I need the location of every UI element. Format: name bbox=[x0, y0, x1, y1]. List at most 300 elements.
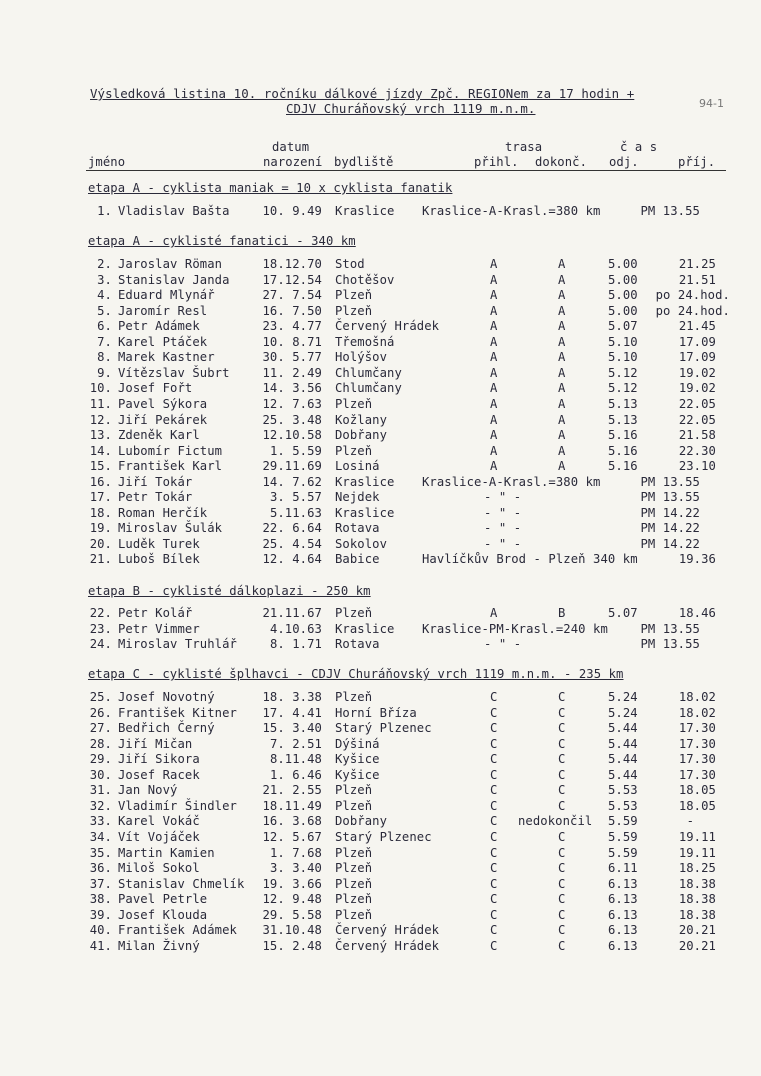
row-birth-date: 11. 2.49 bbox=[262, 365, 322, 380]
row-number: 24. bbox=[89, 637, 112, 652]
header-dokonc: dokonč. bbox=[535, 155, 588, 169]
row-number: 7. bbox=[97, 334, 112, 349]
row-number: 16. bbox=[89, 474, 112, 489]
row-town: Plzeň bbox=[335, 892, 373, 907]
row-town: Kraslice bbox=[335, 204, 395, 218]
row-birth-date: 21. 2.55 bbox=[262, 783, 322, 798]
row-arrival: PM 14.22 bbox=[640, 521, 700, 536]
row-name: Petr Kolář bbox=[118, 606, 193, 620]
row-birth-date: 14. 7.62 bbox=[262, 474, 322, 489]
row-arrival: 21.51 bbox=[678, 272, 716, 287]
row-number: 19. bbox=[89, 521, 112, 536]
row-town: Kyšice bbox=[335, 752, 380, 767]
section-title: etapa C - cyklisté šplhavci - CDJV Churáňovský vrch 1119 m.n.m. - 235 km bbox=[88, 667, 624, 681]
section-title: etapa A - cyklista maniak = 10 x cyklista fanatik bbox=[88, 181, 453, 195]
row-departure: 5.00 bbox=[608, 288, 638, 303]
row-number: 11. bbox=[89, 396, 112, 411]
row-finish-stage: B bbox=[558, 606, 566, 620]
row-finish-stage: A bbox=[558, 428, 566, 443]
row-departure: 6.13 bbox=[608, 876, 638, 891]
row-arrival: PM 13.55 bbox=[640, 204, 700, 218]
row-arrival: po 24.hod. bbox=[655, 303, 730, 318]
row-town: Starý Plzenec bbox=[335, 721, 432, 736]
row-town: Plzeň bbox=[335, 798, 373, 813]
row-departure: 5.00 bbox=[608, 272, 638, 287]
row-number: 26. bbox=[89, 705, 112, 720]
row-number: 38. bbox=[89, 892, 112, 907]
row-arrival: 21.58 bbox=[678, 428, 716, 443]
row-birth-date: 31.10.48 bbox=[262, 923, 322, 938]
row-town: Dobřany bbox=[335, 814, 388, 829]
row-town: Třemošná bbox=[335, 334, 395, 349]
row-number: 36. bbox=[89, 861, 112, 876]
row-name: Bedřich Černý bbox=[118, 721, 215, 736]
row-name: František Karl bbox=[118, 459, 223, 474]
row-arrival: 21.25 bbox=[678, 257, 716, 271]
row-name: Vladislav Bašta bbox=[118, 204, 230, 218]
row-arrival: 22.05 bbox=[678, 396, 716, 411]
row-finish-stage: C bbox=[558, 938, 566, 953]
header-datum: datum bbox=[272, 140, 310, 154]
row-name: Jaromír Resl bbox=[118, 303, 208, 318]
row-birth-date: 12.10.58 bbox=[262, 428, 322, 443]
row-start-stage: A bbox=[490, 350, 498, 365]
row-birth-date: 12. 5.67 bbox=[262, 829, 322, 844]
row-start-stage: A bbox=[490, 257, 498, 271]
row-arrival: 18.05 bbox=[678, 798, 716, 813]
row-departure: 5.44 bbox=[608, 767, 638, 782]
row-number: 8. bbox=[97, 350, 112, 365]
row-birth-date: 19. 3.66 bbox=[262, 876, 322, 891]
row-birth-date: 16. 3.68 bbox=[262, 814, 322, 829]
row-departure: 5.00 bbox=[608, 303, 638, 318]
row-start-stage: A bbox=[490, 288, 498, 303]
row-number: 31. bbox=[89, 783, 112, 798]
row-birth-date: 22. 6.64 bbox=[262, 521, 322, 536]
row-number: 29. bbox=[89, 752, 112, 767]
row-birth-date: 10. 9.49 bbox=[262, 204, 322, 218]
row-start-stage: A bbox=[490, 272, 498, 287]
row-arrival: 20.21 bbox=[678, 923, 716, 938]
row-name: Miroslav Šulák bbox=[118, 521, 223, 536]
row-number: 1. bbox=[97, 204, 112, 218]
row-birth-date: 29. 5.58 bbox=[262, 907, 322, 922]
row-name: Luděk Turek bbox=[118, 536, 200, 551]
row-birth-date: 8. 1.71 bbox=[269, 637, 322, 652]
row-departure: 5.13 bbox=[608, 412, 638, 427]
row-departure: 6.13 bbox=[608, 938, 638, 953]
row-town: Plzeň bbox=[335, 396, 373, 411]
row-arrival: 19.36 bbox=[678, 552, 716, 567]
row-arrival: 18.05 bbox=[678, 783, 716, 798]
row-town: Sokolov bbox=[335, 536, 388, 551]
row-arrival: po 24.hod. bbox=[655, 288, 730, 303]
row-town: Nejdek bbox=[335, 490, 380, 505]
row-route: - " - bbox=[484, 536, 522, 551]
row-arrival: 17.30 bbox=[678, 721, 716, 736]
row-birth-date: 3. 3.40 bbox=[269, 861, 322, 876]
header-cas: č a s bbox=[620, 140, 658, 154]
header-narozeni: narození bbox=[263, 155, 323, 169]
row-finish-stage: A bbox=[558, 350, 566, 365]
row-finish-stage: C bbox=[558, 829, 566, 844]
row-town: Plzeň bbox=[335, 443, 373, 458]
row-birth-date: 12. 9.48 bbox=[262, 892, 322, 907]
row-birth-date: 29.11.69 bbox=[262, 459, 322, 474]
row-number: 28. bbox=[89, 736, 112, 751]
row-name: Martin Kamien bbox=[118, 845, 215, 860]
row-finish-stage: A bbox=[558, 443, 566, 458]
row-town: Kyšice bbox=[335, 767, 380, 782]
row-number: 33. bbox=[89, 814, 112, 829]
row-departure: 5.00 bbox=[608, 257, 638, 271]
row-name: Jiří Sikora bbox=[118, 752, 200, 767]
row-birth-date: 18. 3.38 bbox=[262, 690, 322, 704]
row-start-stage: C bbox=[490, 876, 498, 891]
header-rule bbox=[86, 170, 726, 171]
row-finish-stage: C bbox=[558, 721, 566, 736]
row-name: Vladimír Šindler bbox=[118, 798, 237, 813]
row-town: Plzeň bbox=[335, 845, 373, 860]
row-number: 18. bbox=[89, 505, 112, 520]
row-town: Losiná bbox=[335, 459, 380, 474]
row-start-stage: A bbox=[490, 443, 498, 458]
row-route: - " - bbox=[484, 490, 522, 505]
row-birth-date: 17.12.54 bbox=[262, 272, 322, 287]
row-number: 10. bbox=[89, 381, 112, 396]
row-start-stage: A bbox=[490, 381, 498, 396]
row-start-stage: A bbox=[490, 412, 498, 427]
row-town: Kraslice bbox=[335, 474, 395, 489]
row-name: Josef Racek bbox=[118, 767, 200, 782]
row-name: Pavel Sýkora bbox=[118, 396, 208, 411]
row-birth-date: 17. 4.41 bbox=[262, 705, 322, 720]
row-name: Jan Nový bbox=[118, 783, 178, 798]
row-birth-date: 21.11.67 bbox=[262, 606, 322, 620]
row-finish-stage: A bbox=[558, 365, 566, 380]
row-route: Kraslice-A-Krasl.=380 km bbox=[422, 474, 601, 489]
row-finish-stage: A bbox=[558, 319, 566, 334]
row-arrival: 17.09 bbox=[678, 334, 716, 349]
row-birth-date: 8.11.48 bbox=[269, 752, 322, 767]
row-arrival: 17.30 bbox=[678, 736, 716, 751]
row-arrival: 19.11 bbox=[678, 829, 716, 844]
row-route: Kraslice-A-Krasl.=380 km bbox=[422, 204, 601, 218]
row-departure: 5.59 bbox=[608, 814, 638, 829]
row-town: Holýšov bbox=[335, 350, 388, 365]
row-town: Rotava bbox=[335, 637, 380, 652]
row-name: František Adámek bbox=[118, 923, 237, 938]
row-departure: 5.24 bbox=[608, 690, 638, 704]
row-number: 25. bbox=[89, 690, 112, 704]
row-departure: 5.12 bbox=[608, 365, 638, 380]
row-arrival: 18.02 bbox=[678, 705, 716, 720]
row-number: 20. bbox=[89, 536, 112, 551]
row-town: Rotava bbox=[335, 521, 380, 536]
row-number: 37. bbox=[89, 876, 112, 891]
row-arrival: 18.38 bbox=[678, 892, 716, 907]
row-start-stage: C bbox=[490, 736, 498, 751]
row-start-stage: A bbox=[490, 303, 498, 318]
row-town: Plzeň bbox=[335, 861, 373, 876]
row-start-stage: A bbox=[490, 365, 498, 380]
row-town: Horní Bříza bbox=[335, 705, 417, 720]
row-start-stage: C bbox=[490, 814, 498, 829]
row-arrival: 18.46 bbox=[678, 606, 716, 620]
row-finish-stage: C bbox=[558, 705, 566, 720]
row-number: 34. bbox=[89, 829, 112, 844]
title-line-2: CDJV Churáňovský vrch 1119 m.n.m. bbox=[286, 101, 536, 116]
row-start-stage: C bbox=[490, 892, 498, 907]
row-start-stage: C bbox=[490, 829, 498, 844]
row-arrival: PM 13.55 bbox=[640, 490, 700, 505]
row-town: Kraslice bbox=[335, 621, 395, 636]
row-name: Josef Novotný bbox=[118, 690, 215, 704]
row-name: Jiří Mičan bbox=[118, 736, 193, 751]
row-name: František Kitner bbox=[118, 705, 237, 720]
row-finish-stage: A bbox=[558, 288, 566, 303]
row-finish-stage: C bbox=[558, 783, 566, 798]
row-departure: 5.59 bbox=[608, 845, 638, 860]
row-departure: 5.16 bbox=[608, 428, 638, 443]
row-town: Plzeň bbox=[335, 606, 373, 620]
row-departure: 5.10 bbox=[608, 334, 638, 349]
row-start-stage: C bbox=[490, 783, 498, 798]
row-town: Červený Hrádek bbox=[335, 938, 440, 953]
row-route: - " - bbox=[484, 505, 522, 520]
row-number: 6. bbox=[97, 319, 112, 334]
row-town: Plzeň bbox=[335, 907, 373, 922]
row-town: Plzeň bbox=[335, 783, 373, 798]
row-name: Josef Fořt bbox=[118, 381, 193, 396]
row-birth-date: 4.10.63 bbox=[269, 621, 322, 636]
row-start-stage: A bbox=[490, 334, 498, 349]
row-name: Petr Vimmer bbox=[118, 621, 200, 636]
row-arrival: 18.02 bbox=[678, 690, 716, 704]
row-birth-date: 27. 7.54 bbox=[262, 288, 322, 303]
row-finish-stage: C bbox=[558, 923, 566, 938]
row-arrival: PM 13.55 bbox=[640, 621, 700, 636]
header-prihl: přihl. bbox=[474, 155, 519, 169]
row-departure: 6.13 bbox=[608, 907, 638, 922]
header-prij: příj. bbox=[678, 155, 716, 169]
row-finish-stage: A bbox=[558, 272, 566, 287]
row-route: - " - bbox=[484, 521, 522, 536]
row-number: 27. bbox=[89, 721, 112, 736]
row-arrival: 23.10 bbox=[678, 459, 716, 474]
row-departure: 5.44 bbox=[608, 752, 638, 767]
row-birth-date: 18.12.70 bbox=[262, 257, 322, 271]
row-finish-stage: C bbox=[558, 752, 566, 767]
row-birth-date: 14. 3.56 bbox=[262, 381, 322, 396]
row-name: Vítězslav Šubrt bbox=[118, 365, 230, 380]
row-finish-stage: A bbox=[558, 459, 566, 474]
row-town: Chlumčany bbox=[335, 381, 402, 396]
row-number: 39. bbox=[89, 907, 112, 922]
row-town: Plzeň bbox=[335, 876, 373, 891]
row-number: 15. bbox=[89, 459, 112, 474]
row-name: Zdeněk Karl bbox=[118, 428, 200, 443]
row-town: Červený Hrádek bbox=[335, 923, 440, 938]
row-name: Milan Živný bbox=[118, 938, 200, 953]
row-number: 32. bbox=[89, 798, 112, 813]
row-departure: 5.44 bbox=[608, 736, 638, 751]
row-birth-date: 1. 7.68 bbox=[269, 845, 322, 860]
row-birth-date: 12. 7.63 bbox=[262, 396, 322, 411]
row-start-stage: C bbox=[490, 938, 498, 953]
row-finish-stage: C bbox=[558, 861, 566, 876]
row-number: 35. bbox=[89, 845, 112, 860]
row-departure: 5.16 bbox=[608, 443, 638, 458]
row-finish-stage: A bbox=[558, 334, 566, 349]
row-number: 2. bbox=[97, 257, 112, 271]
row-start-stage: C bbox=[490, 721, 498, 736]
row-finish-stage: C bbox=[558, 845, 566, 860]
row-departure: 6.13 bbox=[608, 923, 638, 938]
row-start-stage: C bbox=[490, 767, 498, 782]
row-start-stage: A bbox=[490, 606, 498, 620]
row-number: 14. bbox=[89, 443, 112, 458]
row-number: 30. bbox=[89, 767, 112, 782]
row-finish-stage: A bbox=[558, 396, 566, 411]
row-birth-date: 15. 3.40 bbox=[262, 721, 322, 736]
row-name: Karel Ptáček bbox=[118, 334, 208, 349]
row-town: Kraslice bbox=[335, 505, 395, 520]
row-number: 41. bbox=[89, 938, 112, 953]
section-title: etapa A - cyklisté fanatici - 340 km bbox=[88, 234, 356, 248]
row-birth-date: 23. 4.77 bbox=[262, 319, 322, 334]
row-town: Starý Plzenec bbox=[335, 829, 432, 844]
row-departure: 5.44 bbox=[608, 721, 638, 736]
row-town: Dýšiná bbox=[335, 736, 380, 751]
row-arrival: 20.21 bbox=[678, 938, 716, 953]
row-route: Havlíčkův Brod - Plzeň 340 km bbox=[422, 552, 638, 567]
row-arrival: 17.09 bbox=[678, 350, 716, 365]
row-name: Petr Tokár bbox=[118, 490, 193, 505]
row-number: 3. bbox=[97, 272, 112, 287]
corner-mark: 94-1 bbox=[699, 97, 724, 110]
row-departure: 6.13 bbox=[608, 892, 638, 907]
row-number: 40. bbox=[89, 923, 112, 938]
row-finish-stage: nedokončil bbox=[518, 814, 593, 829]
row-start-stage: C bbox=[490, 798, 498, 813]
section-title: etapa B - cyklisté dálkoplazi - 250 km bbox=[88, 584, 371, 598]
row-finish-stage: A bbox=[558, 303, 566, 318]
row-birth-date: 12. 4.64 bbox=[262, 552, 322, 567]
row-departure: 5.53 bbox=[608, 783, 638, 798]
row-town: Kožlany bbox=[335, 412, 388, 427]
row-start-stage: A bbox=[490, 428, 498, 443]
row-town: Chotěšov bbox=[335, 272, 395, 287]
row-finish-stage: C bbox=[558, 876, 566, 891]
row-name: Miloš Sokol bbox=[118, 861, 200, 876]
row-number: 12. bbox=[89, 412, 112, 427]
row-finish-stage: C bbox=[558, 907, 566, 922]
row-finish-stage: C bbox=[558, 767, 566, 782]
row-number: 17. bbox=[89, 490, 112, 505]
row-town: Babice bbox=[335, 552, 380, 567]
row-start-stage: C bbox=[490, 705, 498, 720]
row-name: Jiří Pekárek bbox=[118, 412, 208, 427]
row-town: Chlumčany bbox=[335, 365, 402, 380]
row-finish-stage: C bbox=[558, 892, 566, 907]
row-arrival: 18.38 bbox=[678, 907, 716, 922]
row-start-stage: A bbox=[490, 396, 498, 411]
row-departure: 5.13 bbox=[608, 396, 638, 411]
row-number: 9. bbox=[97, 365, 112, 380]
row-arrival: 19.02 bbox=[678, 365, 716, 380]
row-town: Stod bbox=[335, 257, 365, 271]
row-birth-date: 25. 4.54 bbox=[262, 536, 322, 551]
row-number: 13. bbox=[89, 428, 112, 443]
row-arrival: 17.30 bbox=[678, 752, 716, 767]
header-trasa: trasa bbox=[505, 140, 543, 154]
row-arrival: - bbox=[686, 814, 694, 829]
row-start-stage: A bbox=[490, 319, 498, 334]
row-birth-date: 10. 8.71 bbox=[262, 334, 322, 349]
row-finish-stage: A bbox=[558, 412, 566, 427]
row-birth-date: 5.11.63 bbox=[269, 505, 322, 520]
row-town: Plzeň bbox=[335, 303, 373, 318]
row-start-stage: C bbox=[490, 752, 498, 767]
row-arrival: PM 13.55 bbox=[640, 637, 700, 652]
row-arrival: 18.38 bbox=[678, 876, 716, 891]
row-finish-stage: C bbox=[558, 798, 566, 813]
row-departure: 5.59 bbox=[608, 829, 638, 844]
row-birth-date: 7. 2.51 bbox=[269, 736, 322, 751]
row-departure: 5.12 bbox=[608, 381, 638, 396]
row-number: 4. bbox=[97, 288, 112, 303]
row-start-stage: A bbox=[490, 459, 498, 474]
row-birth-date: 1. 5.59 bbox=[269, 443, 322, 458]
row-arrival: PM 14.22 bbox=[640, 536, 700, 551]
row-arrival: 21.45 bbox=[678, 319, 716, 334]
row-name: Vít Vojáček bbox=[118, 829, 200, 844]
row-birth-date: 15. 2.48 bbox=[262, 938, 322, 953]
row-town: Plzeň bbox=[335, 690, 373, 704]
row-town: Dobřany bbox=[335, 428, 388, 443]
row-arrival: 17.30 bbox=[678, 767, 716, 782]
row-name: Jaroslav Röman bbox=[118, 257, 223, 271]
header-bydliste: bydliště bbox=[334, 155, 394, 169]
row-birth-date: 3. 5.57 bbox=[269, 490, 322, 505]
row-start-stage: C bbox=[490, 923, 498, 938]
row-arrival: 22.05 bbox=[678, 412, 716, 427]
header-jmeno: jméno bbox=[88, 155, 126, 169]
row-birth-date: 18.11.49 bbox=[262, 798, 322, 813]
row-birth-date: 1. 6.46 bbox=[269, 767, 322, 782]
row-departure: 5.24 bbox=[608, 705, 638, 720]
row-finish-stage: C bbox=[558, 736, 566, 751]
row-birth-date: 16. 7.50 bbox=[262, 303, 322, 318]
row-name: Luboš Bílek bbox=[118, 552, 200, 567]
row-arrival: 19.11 bbox=[678, 845, 716, 860]
row-departure: 5.16 bbox=[608, 459, 638, 474]
row-name: Karel Vokáč bbox=[118, 814, 200, 829]
row-number: 21. bbox=[89, 552, 112, 567]
row-departure: 5.07 bbox=[608, 319, 638, 334]
row-name: Eduard Mlynář bbox=[118, 288, 215, 303]
row-birth-date: 25. 3.48 bbox=[262, 412, 322, 427]
row-departure: 5.07 bbox=[608, 606, 638, 620]
row-arrival: PM 14.22 bbox=[640, 505, 700, 520]
row-arrival: 18.25 bbox=[678, 861, 716, 876]
row-name: Josef Klouda bbox=[118, 907, 208, 922]
row-name: Lubomír Fictum bbox=[118, 443, 223, 458]
row-arrival: PM 13.55 bbox=[640, 474, 700, 489]
row-start-stage: C bbox=[490, 861, 498, 876]
row-town: Červený Hrádek bbox=[335, 319, 440, 334]
